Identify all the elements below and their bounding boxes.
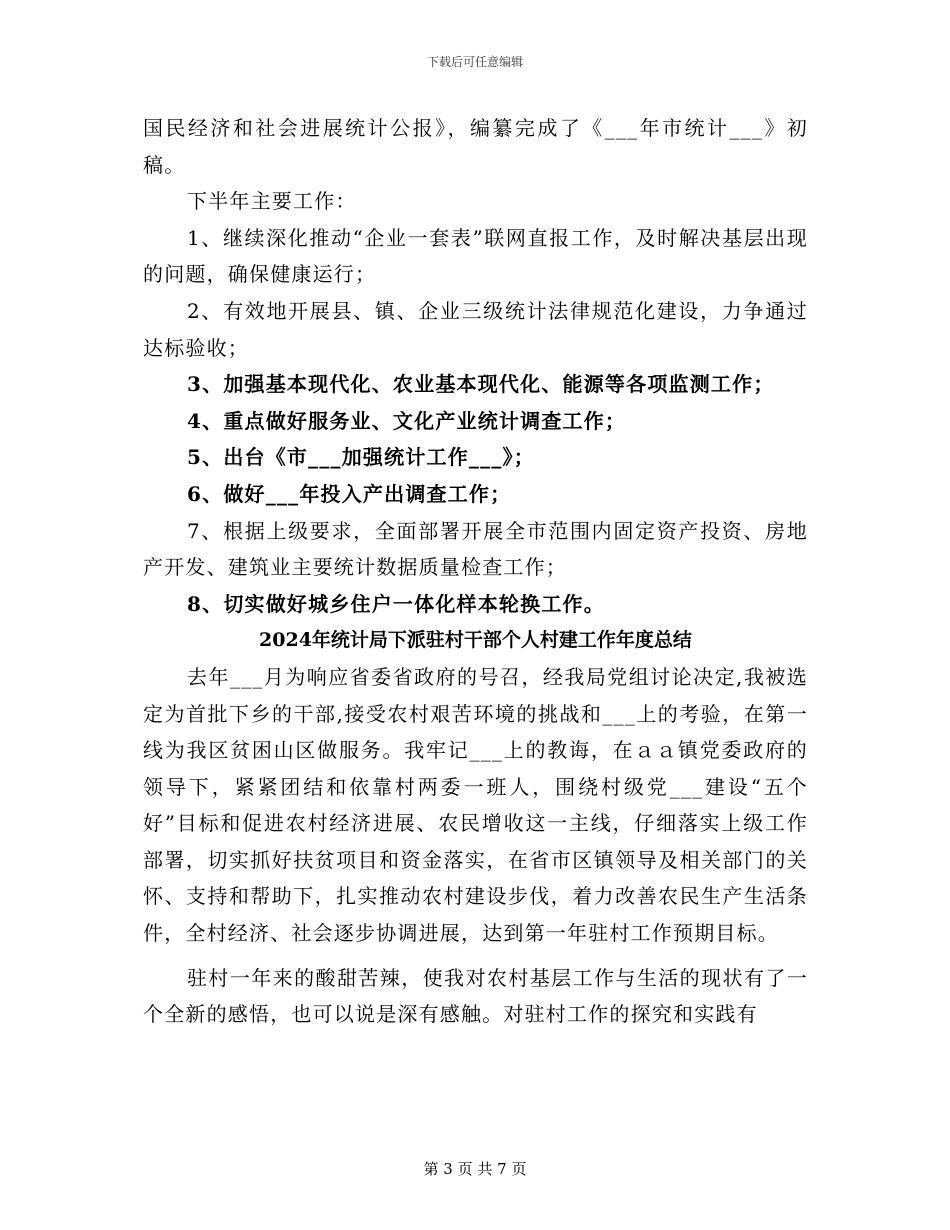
list-item-8: 8、切实做好城乡住户一体化样本轮换工作。: [187, 591, 605, 616]
paragraph-body-2: 驻村一年来的酸甜苦辣，使我对农村基层工作与生活的现状有了一个全新的感悟，也可以说是深有感触。对驻村工作的探究和实践有: [143, 965, 808, 1027]
list-item-2: 2、有效地开展县、镇、企业三级统计法律规范化建设，力争通过达标验收；: [143, 298, 808, 360]
page-header: 下载后可任意编辑: [426, 55, 523, 69]
paragraph-section-heading: 下半年主要工作：: [187, 189, 357, 214]
article-title: 2024年统计局下派驻村干部个人村建工作年度总结: [259, 629, 692, 652]
list-item-5: 5、出台《市___加强统计工作___》；: [187, 445, 535, 470]
list-item-1: 1、继续深化推动“企业一套表”联网直报工作，及时解决基层出现的问题，确保健康运行；: [143, 225, 808, 287]
page-footer: 第 3 页 共 7 页: [423, 1160, 527, 1178]
list-item-6: 6、做好___年投入产出调查工作；: [187, 481, 512, 506]
list-item-3: 3、加强基本现代化、农业基本现代化、能源等各项监测工作；: [187, 372, 775, 397]
paragraph-continuation: 国民经济和社会进展统计公报》，编纂完成了《___年市统计___》初稿。: [143, 116, 808, 177]
list-item-4: 4、重点做好服务业、文化产业统计调查工作；: [187, 408, 627, 433]
document-body: [143, 110, 808, 1033]
list-item-7: 7、根据上级要求，全面部署开展全市范围内固定资产投资、房地产开发、建筑业主要统计数据质量检查工作；: [143, 518, 808, 580]
paragraph-gap: [143, 952, 808, 960]
paragraph-body-1: 去年___月为响应省委省政府的号召，经我局党组讨论决定,我被选定为首批下乡的干部,接受农村艰苦环境的挑战和___上的考验，在第一线为我区贫困山区做服务。我牢记___上的教诲，在ａａ镇党委政府的领导下，紧紧团结和依靠村两委一班人，围绕村级党___建设“五个好”目标和促进农村经济进展、农民增收这一主线，仔细落实上级工作部署，切实抓好扶贫项目和资金落实，在省市区镇领导及相关部门的关怀、支持和帮助下，扎实推动农村建设步伐，着力改善农民生产生活条件，全村经济、社会逐步协调进展，达到第一年驻村工作预期目标。: [143, 664, 808, 946]
